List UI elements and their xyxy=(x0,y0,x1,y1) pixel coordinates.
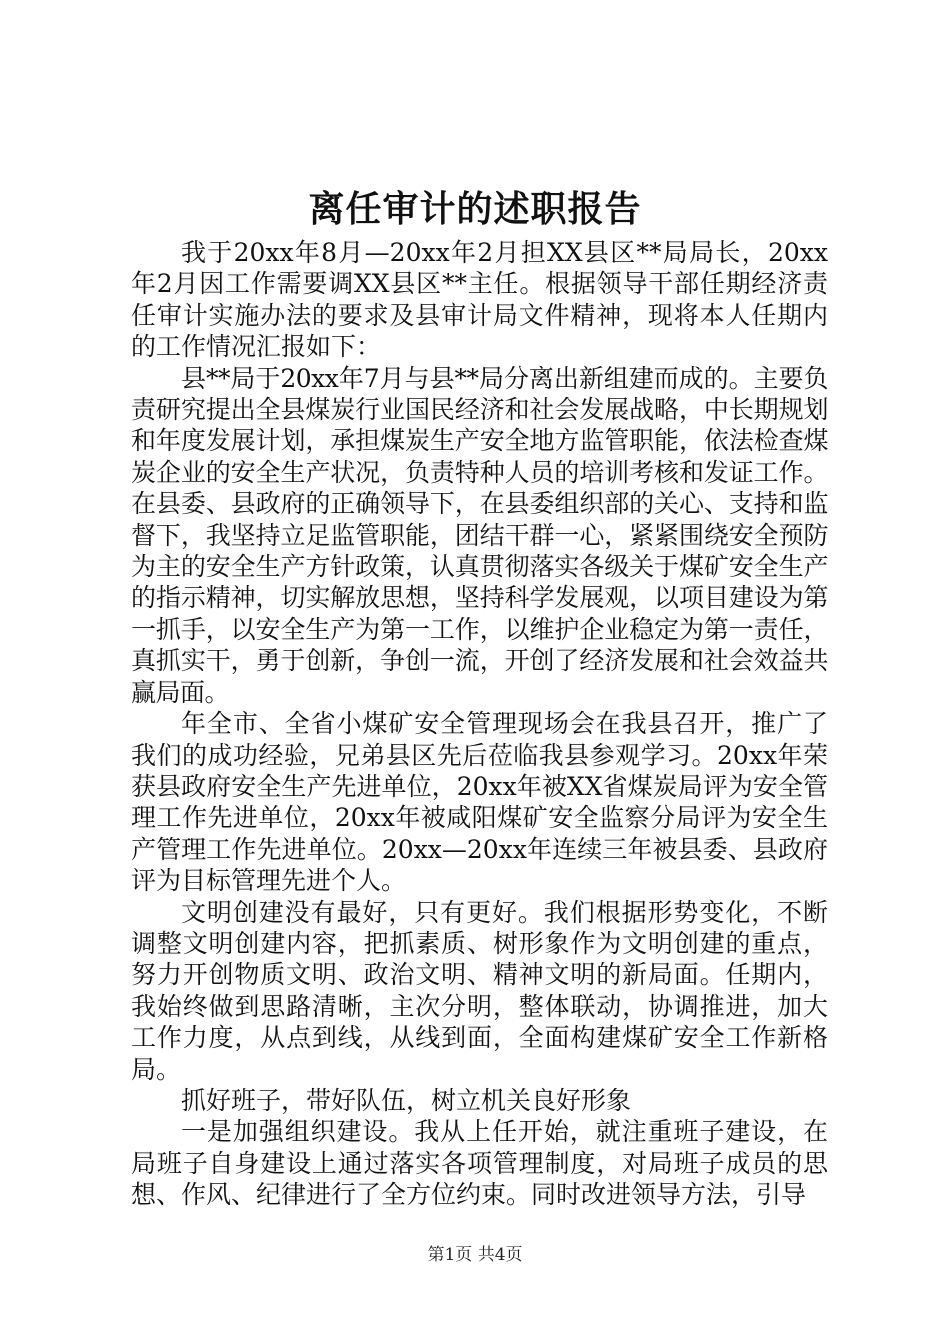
paragraph-2: 县**局于20xx年7月与县**局分离出新组建而成的。主要负责研究提出全县煤炭行业国民经济和社会发展战略，中长期规划和年度发展计划，承担煤炭生产安全地方监管职能，依法检查煤炭企业的安全生产状况，负责特种人员的培训考核和发证工作。在县委、县政府的正确领导下，在县委组织部的关心、支持和监督下，我坚持立足监管职能，团结干群一心，紧紧围绕安全预防为主的安全生产方针政策，认真贯彻落实各级关于煤矿安全生产的指示精神，切实解放思想，坚持科学发展观，以项目建设为第一抓手，以安全生产为第一工作，以维护企业稳定为第一责任，真抓实干，勇于创新，争创一流，开创了经济发展和社会效益共赢局面。 xyxy=(131,363,828,707)
paragraph-3: 年全市、全省小煤矿安全管理现场会在我县召开，推广了我们的成功经验，兄弟县区先后莅临我县参观学习。20xx年荣获县政府安全生产先进单位，20xx年被XX省煤炭局评为安全管理工作先进单位，20xx年被咸阳煤矿安全监察分局评为安全生产管理工作先进单位。20xx—20xx年连续三年被县委、县政府评为目标管理先进个人。 xyxy=(131,709,828,896)
paragraph-4: 文明创建没有最好，只有更好。我们根据形势变化，不断调整文明创建内容，把抓素质、树形象作为文明创建的重点，努力开创物质文明、政治文明、精神文明的新局面。任期内，我始终做到思路清晰，主次分明，整体联动，协调推进，加大工作力度，从点到线，从线到面，全面构建煤矿安全工作新格局。 xyxy=(131,897,828,1084)
paragraph-5: 抓好班子，带好队伍，树立机关良好形象 xyxy=(181,1085,632,1115)
paragraph-1: 我于20xx年8月—20xx年2月担XX县区**局局长，20xx年2月因工作需要调XX县区**主任。根据领导干部任期经济责任审计实施办法的要求及县审计局文件精神，现将本人任期内的工作情况汇报如下： xyxy=(131,238,828,362)
document-title: 离任审计的述职报告 xyxy=(308,188,642,230)
document-body xyxy=(131,237,828,1211)
page-footer: 第1页 共4页 xyxy=(427,1245,523,1265)
paragraph-6: 一是加强组织建设。我从上任开始，就注重班子建设，在局班子自身建设上通过落实各项管理制度，对局班子成员的思想、作风、纪律进行了全方位约束。同时改进领导方法，引导 xyxy=(131,1117,828,1210)
